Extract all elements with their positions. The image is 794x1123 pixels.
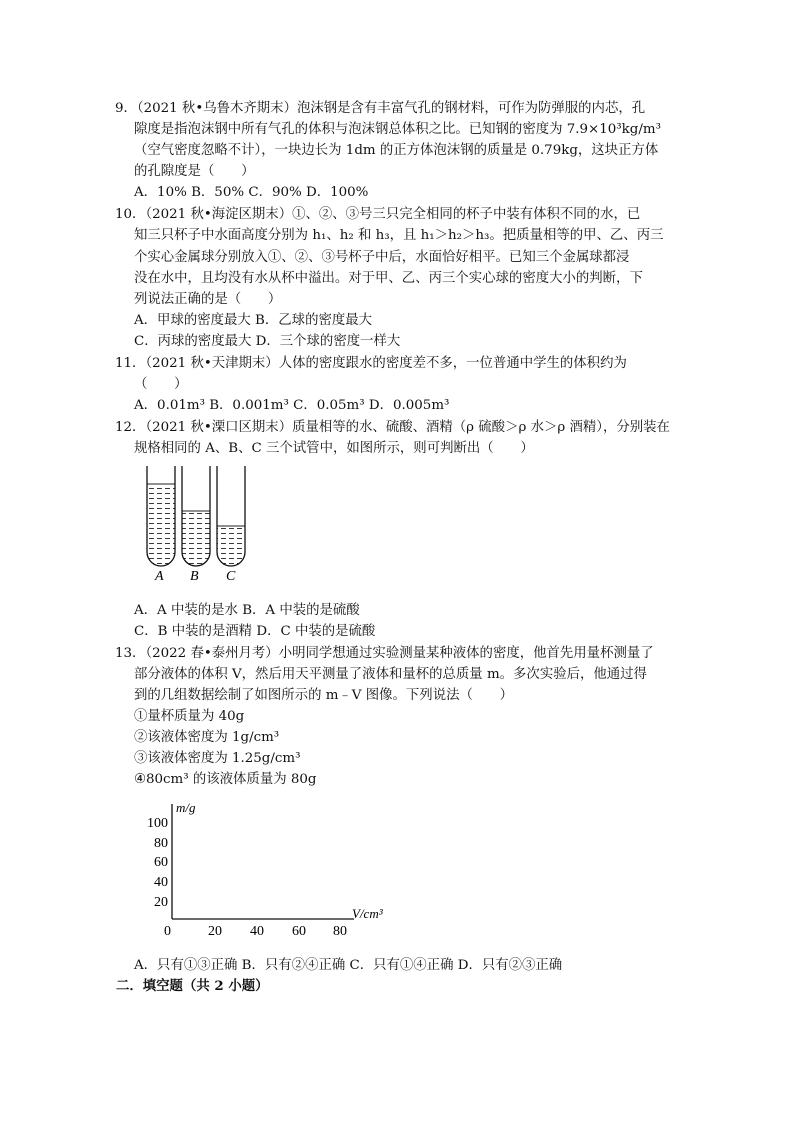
q13-statement-1: ①量杯质量为 40g: [134, 709, 245, 724]
x-axis-label: V/cm³: [352, 906, 383, 921]
origin-label: 0: [164, 924, 171, 939]
q9-line-2: 隙度是指泡沫钢中所有气孔的体积与泡沫钢总体积之比。已知钢的密度为 7.9×10³kg/m³: [134, 122, 661, 137]
q10-line-1: 10．（2021 秋•海淀区期末）①、②、③号三只完全相同的杯子中装有体积不同的水，已: [115, 207, 641, 222]
x-tick-label: 80: [333, 924, 347, 939]
q13-statement-3: ③该液体密度为 1.25g/cm³: [134, 751, 301, 766]
y-tick-label: 20: [154, 895, 168, 910]
y-tick-label: 40: [154, 875, 168, 890]
q9-line-1: 9．（2021 秋•乌鲁木齐期末）泡沫钢是含有丰富气孔的钢材料，可作为防弹服的内芯，孔: [115, 101, 646, 116]
q10-line-4: 没在水中，且均没有水从杯中溢出。对于甲、乙、丙三个实心球的密度大小的判断，下: [134, 271, 643, 286]
q11-line-2: （ ）: [134, 377, 188, 392]
section-heading: 二．填空题（共 2 小题）: [116, 978, 269, 994]
y-axis-label: m/g: [176, 800, 196, 815]
q13-line-3: 到的几组数据绘制了如图所示的 m﹣V 图像。下列说法（ ）: [134, 688, 514, 703]
q12-line-1: 12．（2021 秋•溧口区期末）质量相等的水、硫酸、酒精（ρ 硫酸＞ρ 水＞ρ 酒精），分别装在: [115, 420, 670, 435]
q13-line-1: 13．（2022 春•泰州月考）小明同学想通过实验测量某种液体的密度，他首先用量杯测量了: [115, 646, 654, 661]
q10-options-row-1: A．甲球的密度最大 B．乙球的密度最大: [134, 313, 373, 328]
q13-line-2: 部分液体的体积 V，然后用天平测量了液体和量杯的总质量 m。多次实验后，他通过得: [134, 667, 647, 682]
q12-options-row-1: A．A 中装的是水 B．A 中装的是硫酸: [134, 603, 360, 618]
x-tick-label: 60: [292, 924, 306, 939]
q12-options-row-2: C．B 中装的是酒精 D．C 中装的是硫酸: [134, 624, 376, 639]
y-tick-label: 100: [147, 816, 168, 831]
tube-label-b: B: [190, 569, 199, 584]
q10-line-5: 列说法正确的是（ ）: [134, 292, 282, 307]
q13-statement-2: ②该液体密度为 1g/cm³: [134, 730, 280, 745]
y-tick-label: 60: [154, 855, 168, 870]
x-tick-label: 20: [208, 924, 222, 939]
q11-line-1: 11．（2021 秋•天津期末）人体的密度跟水的密度差不多，一位普通中学生的体积约为: [115, 356, 627, 371]
y-tick-label: 80: [154, 836, 168, 851]
test-tubes-figure: [140, 466, 260, 588]
q13-options: A．只有①③正确 B．只有②④正确 C．只有①④正确 D．只有②③正确: [134, 958, 563, 973]
q12-line-2: 规格相同的 A、B、C 三个试管中，如图所示，则可判断出（ ）: [134, 441, 534, 456]
q10-line-3: 个实心金属球分别放入①、②、③号杯子中后，水面恰好相平。已知三个金属球都浸: [134, 250, 630, 265]
tube-c-liquid: [217, 526, 245, 571]
tube-label-c: C: [226, 569, 236, 584]
tube-label-a: A: [155, 569, 164, 584]
q13-statement-4: ④80cm³ 的该液体质量为 80g: [134, 772, 317, 787]
q9-options: A．10% B．50% C．90% D．100%: [134, 185, 369, 200]
x-tick-label: 40: [250, 924, 264, 939]
m-v-graph: [138, 796, 398, 942]
q10-options-row-2: C．丙球的密度最大 D．三个球的密度一样大: [134, 334, 401, 349]
q9-line-4: 的孔隙度是（ ）: [134, 164, 255, 179]
q11-options: A．0.01m³ B．0.001m³ C．0.05m³ D．0.005m³: [134, 398, 450, 413]
q9-line-3: （空气密度忽略不计），一块边长为 1dm 的正方体泡沫钢的质量是 0.79kg，这块正方体: [134, 143, 659, 158]
q10-line-2: 知三只杯子中水面高度分别为 h₁、h₂ 和 h₃，且 h₁＞h₂＞h₃。把质量相等的甲、乙、丙三: [134, 228, 664, 243]
tube-a-liquid: [147, 484, 175, 574]
